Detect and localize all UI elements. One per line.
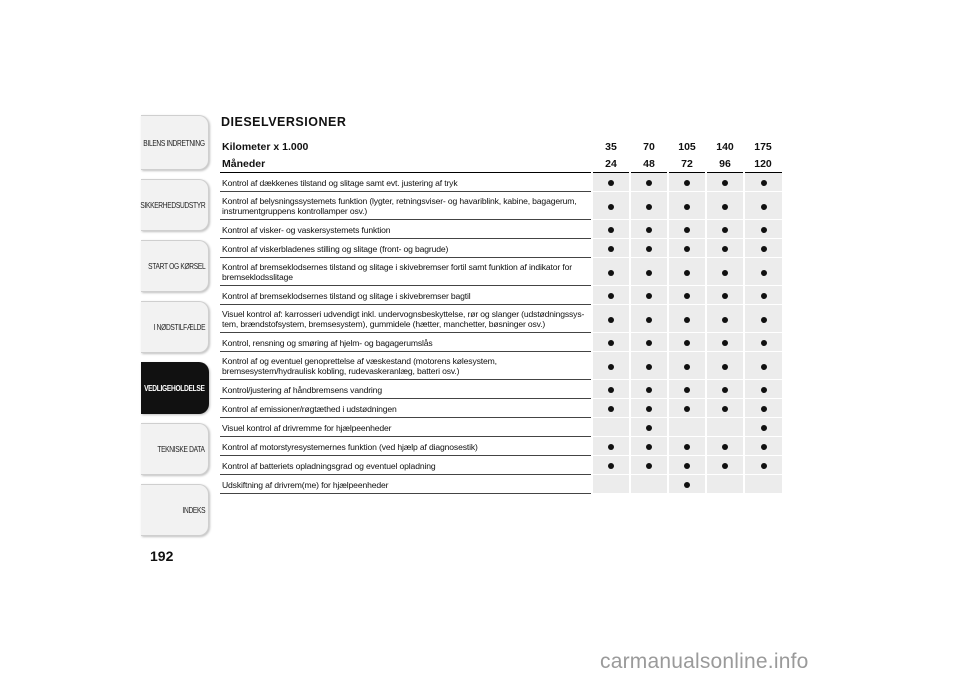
- check-dot-icon: [761, 406, 767, 412]
- check-dot-icon: [608, 444, 614, 450]
- table-row: [220, 437, 782, 456]
- interval-cell: [668, 305, 706, 333]
- interval-cell: [592, 418, 630, 437]
- months-value: 72: [668, 155, 706, 173]
- table-row: [220, 475, 782, 494]
- service-item-text: Kontrol/justering af håndbremsens vandring: [220, 380, 592, 399]
- interval-cell: [630, 305, 668, 333]
- interval-cell: [744, 286, 782, 305]
- service-item-text: Kontrol af visker- og vaskersystemets funktion: [220, 220, 592, 239]
- interval-cell: [630, 258, 668, 286]
- check-dot-icon: [722, 293, 728, 299]
- service-item-text: Kontrol, rensning og smøring af hjelm- og bagagerumslås: [220, 333, 592, 352]
- check-dot-icon: [684, 270, 690, 276]
- interval-cell: [706, 239, 744, 258]
- interval-cell: [630, 418, 668, 437]
- table-row: [220, 192, 782, 220]
- service-item-text: Visuel kontrol af: karrosseri udvendigt inkl. undervognsbeskyttelse, rør og slanger (udstødningssys- tem, brændstofsystem, bremsesystem), gummidele (hætter, manchetter, bøsninger osv.): [220, 305, 592, 333]
- interval-cell: [668, 333, 706, 352]
- check-dot-icon: [684, 364, 690, 370]
- interval-cell: [744, 418, 782, 437]
- check-dot-icon: [684, 444, 690, 450]
- check-dot-icon: [646, 364, 652, 370]
- check-dot-icon: [684, 180, 690, 186]
- interval-cell: [744, 258, 782, 286]
- check-dot-icon: [608, 270, 614, 276]
- check-dot-icon: [608, 246, 614, 252]
- interval-cell: [592, 437, 630, 456]
- interval-cell: [706, 192, 744, 220]
- interval-cell: [744, 475, 782, 494]
- check-dot-icon: [722, 227, 728, 233]
- interval-cell: [668, 220, 706, 239]
- km-value: 175: [754, 140, 772, 153]
- months-value: 120: [744, 155, 782, 173]
- check-dot-icon: [646, 317, 652, 323]
- check-dot-icon: [722, 387, 728, 393]
- watermark: carmanualsonline.info: [600, 650, 809, 673]
- interval-cell: [592, 286, 630, 305]
- months-value: 24: [592, 155, 630, 173]
- check-dot-icon: [684, 204, 690, 210]
- check-dot-icon: [646, 180, 652, 186]
- months-value: 96: [706, 155, 744, 173]
- check-dot-icon: [761, 425, 767, 431]
- interval-cell: [706, 456, 744, 475]
- interval-cell: [668, 173, 706, 192]
- km-value: 140: [716, 140, 734, 153]
- table-row: [220, 418, 782, 437]
- page-number: 192: [150, 548, 174, 564]
- check-dot-icon: [722, 406, 728, 412]
- interval-cell: [706, 399, 744, 418]
- interval-cell: [592, 220, 630, 239]
- interval-cell: [630, 437, 668, 456]
- check-dot-icon: [646, 444, 652, 450]
- check-dot-icon: [684, 340, 690, 346]
- tab-vedligeholdelse[interactable]: [141, 362, 209, 414]
- interval-cell: [744, 220, 782, 239]
- table-row: [220, 258, 782, 286]
- tab-tekniske-data[interactable]: [141, 423, 209, 475]
- check-dot-icon: [608, 406, 614, 412]
- interval-cell: [706, 380, 744, 399]
- check-dot-icon: [722, 340, 728, 346]
- check-dot-icon: [684, 317, 690, 323]
- service-item-text: Kontrol af dækkenes tilstand og slitage samt evt. justering af tryk: [220, 173, 592, 192]
- interval-cell: [706, 286, 744, 305]
- km-value: 70: [643, 140, 655, 153]
- check-dot-icon: [608, 227, 614, 233]
- check-dot-icon: [608, 180, 614, 186]
- check-dot-icon: [722, 364, 728, 370]
- service-item-text: Kontrol af bremseklodsernes tilstand og slitage i skivebremser bagtil: [220, 286, 592, 305]
- check-dot-icon: [761, 387, 767, 393]
- interval-cell: [668, 437, 706, 456]
- check-dot-icon: [684, 227, 690, 233]
- chapter-tabs: [141, 115, 209, 545]
- tab-start-og-korsel[interactable]: [141, 240, 209, 292]
- service-item-text: Kontrol af motorstyresystemernes funktion (ved hjælp af diagnosestik): [220, 437, 592, 456]
- interval-cell: [630, 380, 668, 399]
- interval-cell: [744, 173, 782, 192]
- interval-cell: [706, 475, 744, 494]
- maintenance-table: [220, 138, 782, 494]
- check-dot-icon: [684, 406, 690, 412]
- check-dot-icon: [761, 340, 767, 346]
- table-row: [220, 239, 782, 258]
- interval-cell: [706, 418, 744, 437]
- check-dot-icon: [722, 204, 728, 210]
- check-dot-icon: [646, 406, 652, 412]
- interval-cell: [630, 220, 668, 239]
- interval-cell: [706, 305, 744, 333]
- check-dot-icon: [646, 463, 652, 469]
- service-item-text: Visuel kontrol af drivremme for hjælpeenheder: [220, 418, 592, 437]
- interval-cell: [706, 258, 744, 286]
- check-dot-icon: [646, 204, 652, 210]
- check-dot-icon: [722, 317, 728, 323]
- check-dot-icon: [646, 293, 652, 299]
- interval-cell: [706, 173, 744, 192]
- tab-indeks[interactable]: [141, 484, 209, 536]
- check-dot-icon: [761, 293, 767, 299]
- interval-cell: [592, 352, 630, 380]
- tab-bilens-indretning[interactable]: [141, 115, 209, 170]
- table-row: [220, 305, 782, 333]
- tab-label: START OG KØRSEL: [147, 261, 205, 271]
- service-item-text: Udskiftning af drivrem(me) for hjælpeenheder: [220, 475, 592, 494]
- check-dot-icon: [761, 463, 767, 469]
- tab-label: I NØDSTILFÆLDE: [153, 322, 205, 332]
- interval-cell: [630, 286, 668, 305]
- interval-cell: [668, 352, 706, 380]
- service-item-text: Kontrol af batteriets opladningsgrad og eventuel opladning: [220, 456, 592, 475]
- interval-cell: [592, 333, 630, 352]
- months-value: 48: [630, 155, 668, 173]
- interval-cell: [630, 399, 668, 418]
- interval-cell: [668, 418, 706, 437]
- interval-cell: [592, 239, 630, 258]
- check-dot-icon: [761, 227, 767, 233]
- check-dot-icon: [608, 317, 614, 323]
- interval-cell: [592, 192, 630, 220]
- km-value: 105: [678, 140, 696, 153]
- interval-cell: [630, 352, 668, 380]
- check-dot-icon: [684, 293, 690, 299]
- check-dot-icon: [722, 270, 728, 276]
- interval-cell: [706, 333, 744, 352]
- check-dot-icon: [608, 387, 614, 393]
- interval-cell: [592, 475, 630, 494]
- check-dot-icon: [646, 270, 652, 276]
- interval-cell: [744, 399, 782, 418]
- table-row: [220, 173, 782, 192]
- interval-cell: [744, 305, 782, 333]
- tab-label: BILENS INDRETNING: [143, 137, 205, 148]
- service-item-text: Kontrol af viskerbladenes stilling og slitage (front- og bagrude): [220, 239, 592, 258]
- interval-cell: [668, 475, 706, 494]
- check-dot-icon: [608, 364, 614, 370]
- interval-cell: [668, 380, 706, 399]
- km-header-row: [220, 138, 782, 155]
- service-item-text: Kontrol af bremseklodsernes tilstand og slitage i skivebremser fortil samt funktion af indikator for bremseklodsslitage: [220, 258, 592, 286]
- interval-cell: [630, 173, 668, 192]
- interval-cell: [668, 399, 706, 418]
- months-header-row: [220, 155, 782, 173]
- check-dot-icon: [646, 425, 652, 431]
- interval-cell: [706, 352, 744, 380]
- check-dot-icon: [761, 204, 767, 210]
- check-dot-icon: [722, 246, 728, 252]
- check-dot-icon: [646, 340, 652, 346]
- check-dot-icon: [684, 246, 690, 252]
- check-dot-icon: [722, 463, 728, 469]
- interval-cell: [668, 192, 706, 220]
- check-dot-icon: [646, 246, 652, 252]
- check-dot-icon: [722, 180, 728, 186]
- table-row: [220, 220, 782, 239]
- check-dot-icon: [761, 317, 767, 323]
- check-dot-icon: [608, 293, 614, 299]
- check-dot-icon: [646, 227, 652, 233]
- check-dot-icon: [684, 463, 690, 469]
- interval-cell: [592, 258, 630, 286]
- interval-cell: [592, 399, 630, 418]
- check-dot-icon: [761, 364, 767, 370]
- tab-sikkerhedsudstyr[interactable]: [141, 179, 209, 231]
- table-row: [220, 399, 782, 418]
- check-dot-icon: [722, 444, 728, 450]
- tab-i-nodstilfaelde[interactable]: [141, 301, 209, 353]
- interval-cell: [630, 333, 668, 352]
- table-row: [220, 380, 782, 399]
- check-dot-icon: [608, 340, 614, 346]
- interval-cell: [706, 437, 744, 456]
- interval-cell: [744, 437, 782, 456]
- interval-cell: [668, 258, 706, 286]
- interval-cell: [744, 456, 782, 475]
- interval-cell: [744, 239, 782, 258]
- interval-cell: [592, 456, 630, 475]
- table-row: [220, 286, 782, 305]
- table-row: [220, 333, 782, 352]
- tab-label: SIKKERHEDSUDSTYR: [139, 200, 205, 210]
- check-dot-icon: [761, 246, 767, 252]
- interval-cell: [706, 220, 744, 239]
- interval-cell: [744, 192, 782, 220]
- interval-cell: [744, 333, 782, 352]
- interval-cell: [592, 173, 630, 192]
- tab-label: VEDLIGEHOLDELSE: [144, 383, 205, 393]
- months-label: Måneder: [220, 155, 592, 173]
- interval-cell: [668, 286, 706, 305]
- table-row: [220, 352, 782, 380]
- check-dot-icon: [646, 387, 652, 393]
- service-item-text: Kontrol af og eventuel genoprettelse af væskestand (motorens kølesystem, bremsesystem/hydraulisk kobling, rudevaskeranlæg, batteri osv.): [220, 352, 592, 380]
- interval-cell: [630, 192, 668, 220]
- check-dot-icon: [684, 387, 690, 393]
- interval-cell: [668, 456, 706, 475]
- section-title: DIESELVERSIONER: [221, 115, 347, 129]
- interval-cell: [592, 305, 630, 333]
- km-value: 35: [605, 140, 617, 153]
- interval-cell: [630, 239, 668, 258]
- check-dot-icon: [761, 444, 767, 450]
- service-item-text: Kontrol af belysningssystemets funktion (lygter, retningsviser- og havariblink, kabine, bagagerum, instrumentgruppens kontrollamper osv.): [220, 192, 592, 220]
- interval-cell: [668, 239, 706, 258]
- check-dot-icon: [608, 204, 614, 210]
- tab-label: INDEKS: [182, 505, 205, 515]
- interval-cell: [630, 456, 668, 475]
- check-dot-icon: [684, 482, 690, 488]
- interval-cell: [744, 352, 782, 380]
- service-item-text: Kontrol af emissioner/røgtæthed i udstødningen: [220, 399, 592, 418]
- tab-label: TEKNISKE DATA: [157, 444, 205, 454]
- check-dot-icon: [761, 270, 767, 276]
- check-dot-icon: [608, 463, 614, 469]
- interval-cell: [630, 475, 668, 494]
- interval-cell: [744, 380, 782, 399]
- interval-cell: [592, 380, 630, 399]
- table-row: [220, 456, 782, 475]
- km-label: Kilometer x 1.000: [222, 140, 309, 153]
- check-dot-icon: [761, 180, 767, 186]
